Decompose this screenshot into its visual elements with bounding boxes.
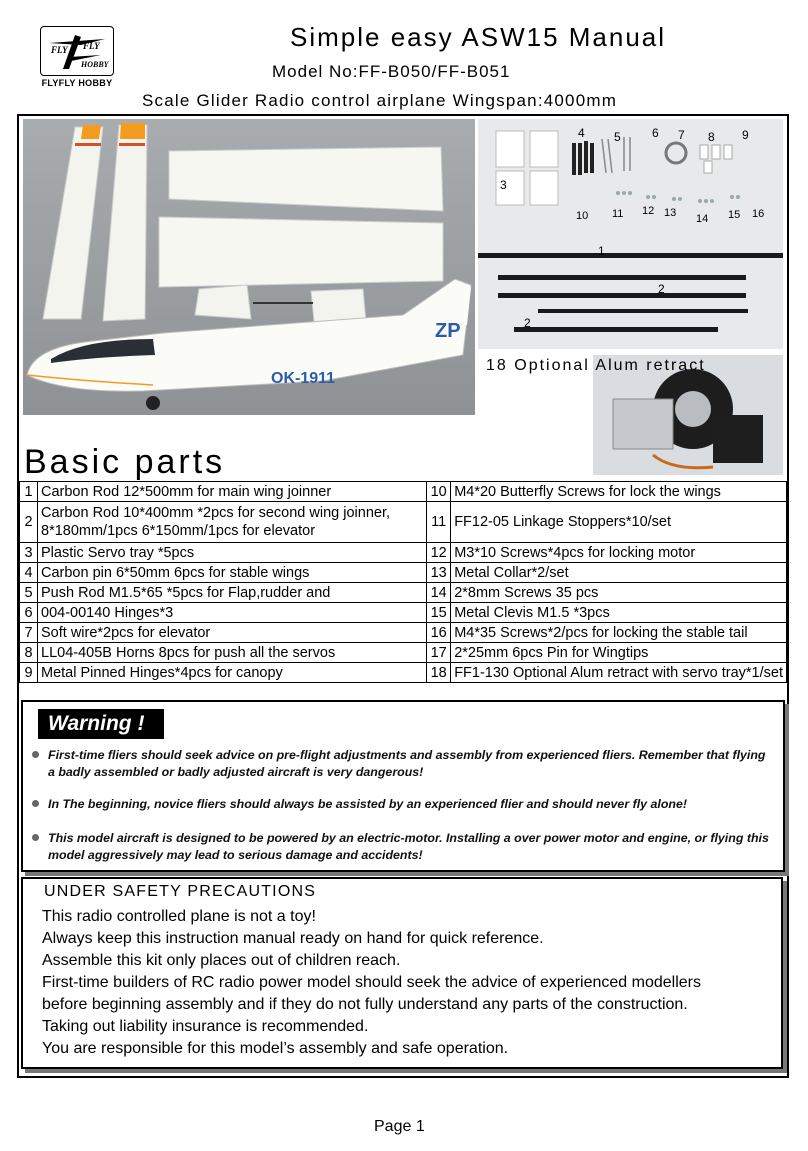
table-row: [20, 663, 787, 683]
part-number: 7: [20, 623, 38, 643]
part-label: 3: [500, 178, 507, 192]
safety-line: Always keep this instruction manual ready on hand for quick reference.: [42, 930, 544, 947]
part-description: Metal Pinned Hinges*4pcs for canopy: [38, 663, 427, 683]
part-description: 004-00140 Hinges*3: [38, 603, 427, 623]
svg-text:HOBBY: HOBBY: [81, 60, 109, 69]
part-label: 2: [658, 282, 665, 296]
safety-line: You are responsible for this model’s assembly and safe operation.: [42, 1040, 509, 1057]
part-label: 15: [728, 209, 741, 221]
part-description: FF1-130 Optional Alum retract with servo tray*1/set: [451, 663, 787, 683]
part-number: 15: [427, 603, 451, 623]
part-description: M4*35 Screws*2/pcs for locking the stable tail: [451, 623, 787, 643]
part-description: Metal Collar*2/set: [451, 563, 787, 583]
svg-text:FLY: FLY: [83, 41, 100, 51]
glider-kit-photo: [23, 119, 475, 415]
table-row: [20, 563, 787, 583]
part-description: Carbon Rod 12*500mm for main wing joinner: [38, 482, 427, 502]
safety-line: This radio controlled plane is not a toy!: [42, 908, 316, 925]
part-description: 2*25mm 6pcs Pin for Wingtips: [451, 643, 787, 663]
part-label: 2: [524, 316, 531, 330]
part-label: 11: [612, 208, 624, 220]
kit-parts-photo: [478, 119, 783, 349]
safety-line: First-time builders of RC radio power model should seek the advice of experienced modellers: [42, 974, 701, 991]
part-label: 14: [696, 213, 709, 225]
table-row: [20, 643, 787, 663]
safety-line: before beginning assembly and if they do not fully understand any parts of the construction.: [42, 996, 688, 1013]
page-title: Simple easy ASW15 Manual: [290, 22, 667, 52]
warning-item: This model aircraft is designed to be powered by an electric-motor. Installing a over power motor and engine, or flying this model aggressively may lead to serious damage and accidents!: [32, 830, 772, 864]
part-label: 16: [752, 208, 765, 220]
part-number: 13: [427, 563, 451, 583]
part-label: 8: [708, 130, 715, 144]
logo-wordmark: FLYFLY HOBBY: [41, 78, 113, 88]
table-row: [20, 502, 787, 543]
part-label: 5: [614, 130, 621, 144]
part-number: 17: [427, 643, 451, 663]
table-row: [20, 482, 787, 502]
part-label: 9: [742, 128, 749, 142]
model-number: Model No:FF-B050/FF-B051: [272, 62, 511, 81]
part-number: 5: [20, 583, 38, 603]
part-description: 2*8mm Screws 35 pcs: [451, 583, 787, 603]
bullet-icon: [32, 751, 39, 758]
part-number: 4: [20, 563, 38, 583]
safety-title: UNDER SAFETY PRECAUTIONS: [44, 883, 317, 900]
warning-item: First-time fliers should seek advice on pre-flight adjustments and assembly from experienced fliers. Remember that flying a badly assembled or badly adjusted aircraft is very dangerous!: [32, 747, 772, 781]
part-number: 8: [20, 643, 38, 663]
part-description: M4*20 Butterfly Screws for lock the wings: [451, 482, 787, 502]
part-description: Carbon pin 6*50mm 6pcs for stable wings: [38, 563, 427, 583]
page-subtitle: Scale Glider Radio control airplane Wingspan:4000mm: [142, 91, 618, 110]
safety-lines: [42, 906, 701, 1060]
table-row: [20, 543, 787, 563]
part-label: 6: [652, 126, 659, 140]
table-row: [20, 603, 787, 623]
part-description: Push Rod M1.5*65 *5pcs for Flap,rudder and: [38, 583, 427, 603]
part-label: 4: [578, 126, 585, 140]
warning-title: Warning !: [38, 709, 164, 739]
brand-logo: [36, 26, 118, 92]
part-number: 6: [20, 603, 38, 623]
part-description: FF12-05 Linkage Stoppers*10/set: [451, 502, 787, 543]
safety-line: Assemble this kit only places out of children reach.: [42, 952, 401, 969]
part-description: M3*10 Screws*4pcs for locking motor: [451, 543, 787, 563]
part-label: 1: [598, 244, 605, 258]
logo-emblem: [40, 26, 114, 76]
part-label: 13: [664, 207, 677, 219]
part-description: Carbon Rod 10*400mm *2pcs for second wing joinner, 8*180mm/1pcs 6*150mm/1pcs for elevator: [38, 502, 427, 543]
bullet-icon: [32, 834, 39, 841]
page-number: Page 1: [374, 1118, 425, 1135]
part-description: LL04-405B Horns 8pcs for push all the servos: [38, 643, 427, 663]
part-number: 12: [427, 543, 451, 563]
glider-logo-icon: [41, 27, 113, 75]
part-number: 2: [20, 502, 38, 543]
basic-parts-heading: Basic parts: [24, 443, 226, 481]
retract-label: 18 Optional Alum retract: [486, 357, 706, 374]
part-description: Plastic Servo tray *5pcs: [38, 543, 427, 563]
tail-code: ZP: [435, 320, 461, 342]
glider-registration: OK-1911: [271, 370, 336, 387]
bullet-icon: [32, 800, 39, 807]
table-row: [20, 623, 787, 643]
part-label: 12: [642, 205, 655, 217]
table-row: [20, 583, 787, 603]
part-number: 1: [20, 482, 38, 502]
part-description: Metal Clevis M1.5 *3pcs: [451, 603, 787, 623]
part-number: 18: [427, 663, 451, 683]
part-number: 14: [427, 583, 451, 603]
part-number: 9: [20, 663, 38, 683]
part-number: 3: [20, 543, 38, 563]
part-number: 11: [427, 502, 451, 543]
part-number: 16: [427, 623, 451, 643]
parts-table: [19, 481, 787, 683]
safety-line: Taking out liability insurance is recommended.: [42, 1018, 369, 1035]
part-description: Soft wire*2pcs for elevator: [38, 623, 427, 643]
part-label: 10: [576, 210, 589, 222]
svg-text:FLY: FLY: [51, 45, 68, 55]
part-label: 7: [678, 128, 685, 142]
part-number: 10: [427, 482, 451, 502]
warning-item: In The beginning, novice fliers should always be assisted by an experienced flier and should never fly alone!: [32, 796, 772, 813]
